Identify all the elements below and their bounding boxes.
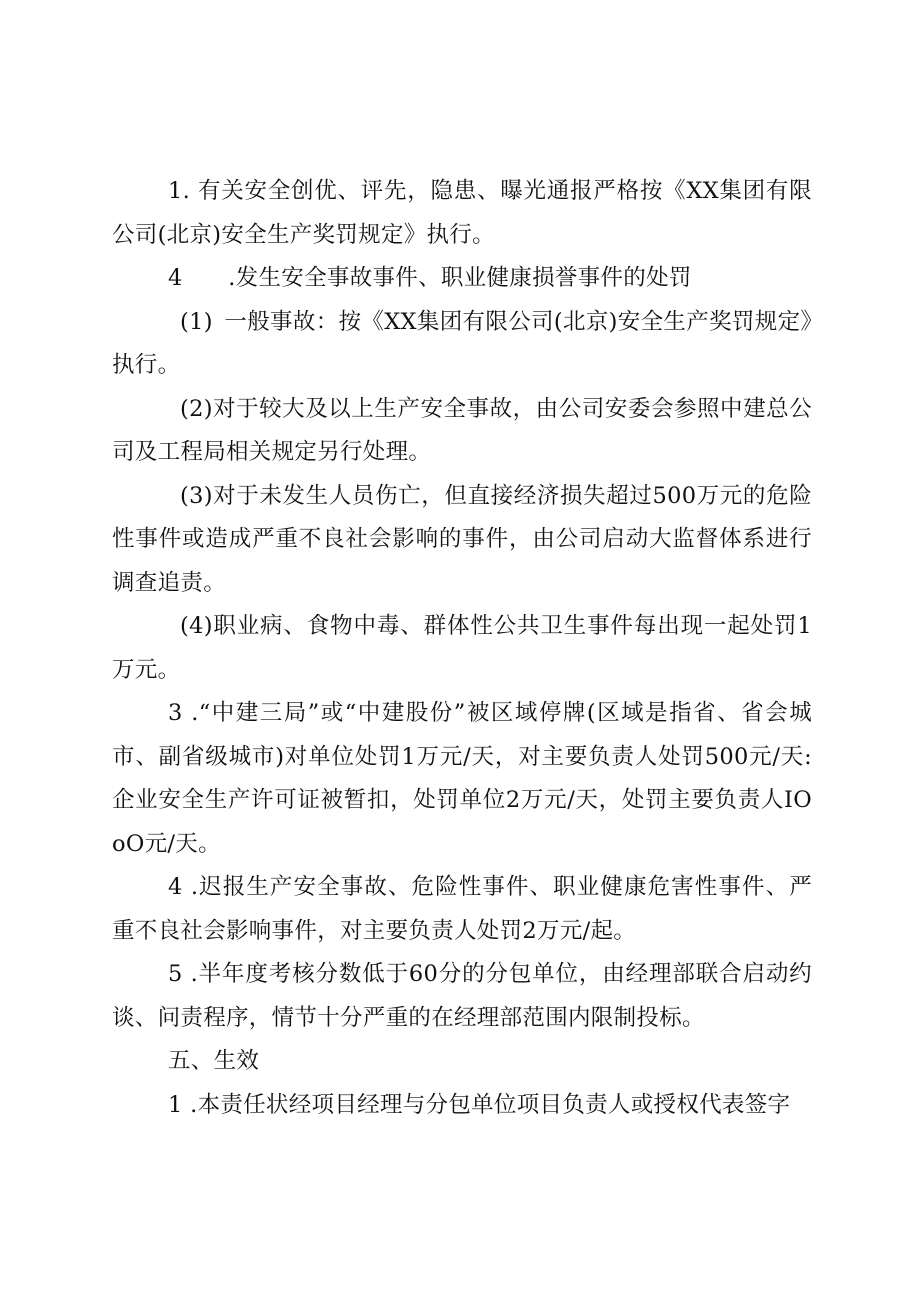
paragraph-general-accident: (1) 一般事故：按《XX集团有限公司(北京)安全生产奖罚规定》执行。 — [112, 308, 812, 378]
paragraph-economic-loss: (3)对于未发生人员伤亡，但直接经济损失超过500万元的危险性事件或造成严重不良社会影响的事件，由公司启动大监督体系进行调查追责。 — [112, 482, 812, 596]
paragraph-occupational-disease: (4)职业病、食物中毒、群体性公共卫生事件每出现一起处罚1万元。 — [112, 613, 812, 683]
paragraph-region-suspension: 3 .“中建三局”或“中建股份”被区域停牌(区域是指省、省会城市、副省级城市)对单位处罚1万元/天，对主要负责人处罚500元/天: 企业安全生产许可证被暂扣，处罚单位2万元/天，处罚主要负责人IOoO元/天。 — [112, 700, 812, 857]
paragraph-awards-rule: 1. 有关安全创优、评先，隐患、曝光通报严格按《XX集团有限公司(北京)安全生产奖罚规定》执行。 — [112, 178, 812, 248]
document-body — [112, 170, 812, 1127]
section-heading-effect: 五、生效 — [168, 1048, 260, 1074]
paragraph-major-accident: (2)对于较大及以上生产安全事故，由公司安委会参照中建总公司及工程局相关规定另行处理。 — [112, 395, 812, 465]
paragraph-half-year-assessment: 5 .半年度考核分数低于60分的分包单位，由经理部联合启动约谈、问责程序，情节十分严重的在经理部范围内限制投标。 — [112, 961, 812, 1031]
paragraph-signature-clause: 1 .本责任状经项目经理与分包单位项目负责人或授权代表签字 — [168, 1091, 791, 1118]
paragraph-section-4-heading: 4 .发生安全事故事件、职业健康损誉事件的处罚 — [168, 265, 692, 291]
paragraph-late-report: 4 .迟报生产安全事故、危险性事件、职业健康危害性事件、严重不良社会影响事件，对主要负责人处罚2万元/起。 — [112, 874, 812, 944]
